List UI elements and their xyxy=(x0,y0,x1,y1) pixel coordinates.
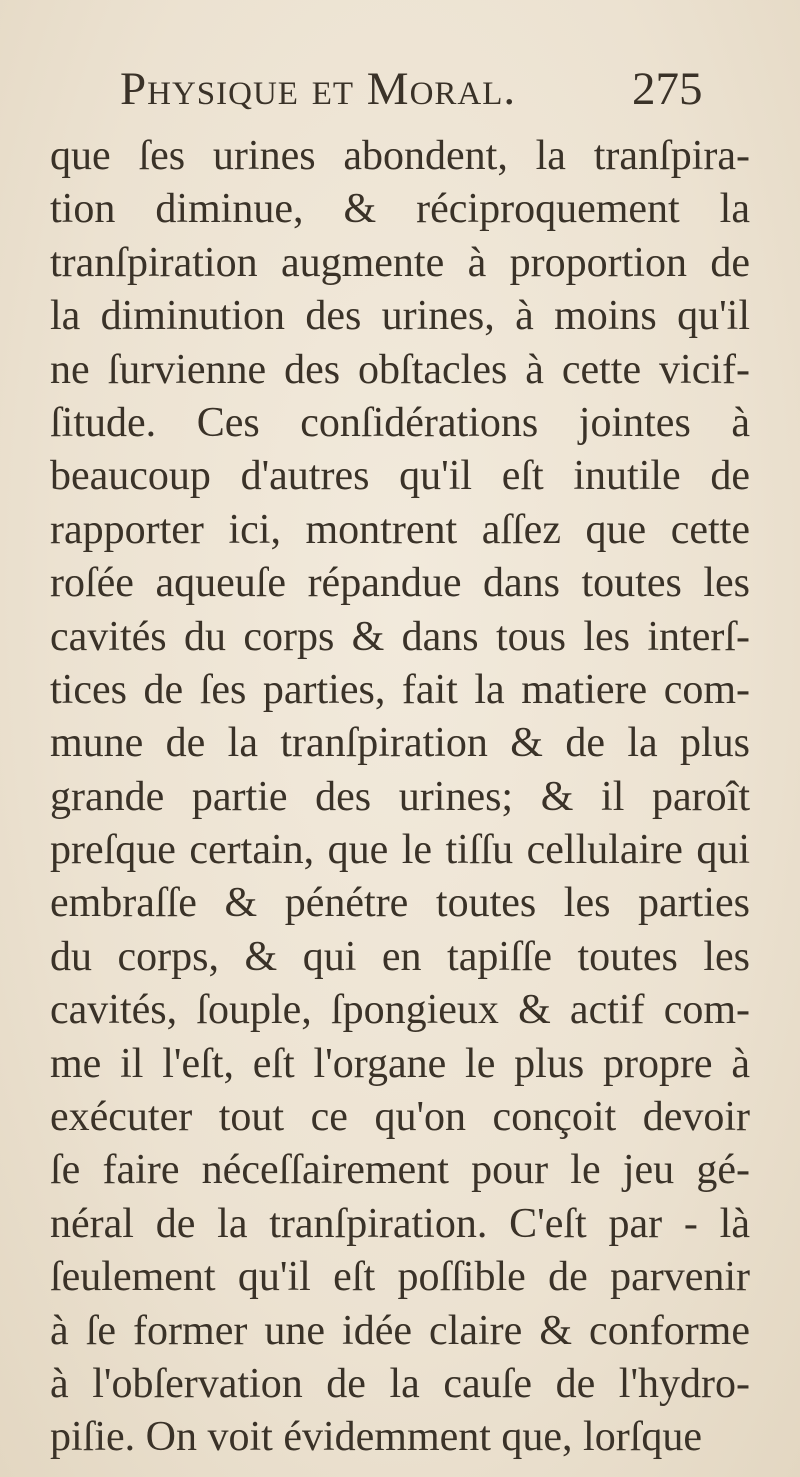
text-line: ſe faire néceſſairement pour le jeu gé- xyxy=(50,1147,750,1194)
text-line: à ſe former une idée claire & conforme xyxy=(50,1307,750,1354)
text-line: grande partie des urines; & il paroît xyxy=(50,773,750,820)
page-number: 275 xyxy=(632,63,703,115)
running-head xyxy=(120,62,770,132)
text-line: tion diminue, & réciproquement la xyxy=(50,186,750,233)
text-line: preſque certain, que le tiſſu cellulaire qui xyxy=(50,827,750,874)
text-line: la diminution des urines, à moins qu'il xyxy=(50,293,750,340)
text-line: tranſpiration augmente à proportion de xyxy=(50,239,750,286)
text-line: à l'obſervation de la cauſe de l'hydro- xyxy=(50,1360,750,1407)
text-line: néral de la tranſpiration. C'eſt par - là xyxy=(50,1200,750,1247)
text-line: cavités du corps & dans tous les interſ- xyxy=(50,613,750,660)
text-line: piſie. On voit évidemment que, lorſque xyxy=(50,1414,703,1461)
text-line: ne ſurvienne des obſtacles à cette vicif- xyxy=(50,346,750,393)
body-text xyxy=(50,130,750,1465)
text-line: roſée aqueuſe répandue dans toutes les xyxy=(50,560,750,607)
text-line: beaucoup d'autres qu'il eſt inutile de xyxy=(50,453,750,500)
text-line: que ſes urines abondent, la tranſpira- xyxy=(50,133,750,179)
text-line: me il l'eſt, eſt l'organe le plus propre à xyxy=(50,1040,750,1087)
text-line: rapporter ici, montrent aſſez que cette xyxy=(50,506,750,553)
text-line: ſeulement qu'il eſt poſſible de parvenir xyxy=(50,1254,750,1301)
text-line: du corps, & qui en tapiſſe toutes les xyxy=(50,933,750,980)
text-line: embraſſe & pénétre toutes les parties xyxy=(50,880,750,927)
text-line: ſitude. Ces conſidérations jointes à xyxy=(50,399,750,446)
running-title: Physique et Moral. xyxy=(120,63,517,115)
text-line: exécuter tout ce qu'on conçoit devoir xyxy=(50,1094,750,1141)
text-line: mune de la tranſpiration & de la plus xyxy=(50,720,750,767)
text-line: cavités, ſouple, ſpongieux & actif com- xyxy=(50,987,750,1034)
text-line: tices de ſes parties, fait la matiere com- xyxy=(50,666,750,713)
